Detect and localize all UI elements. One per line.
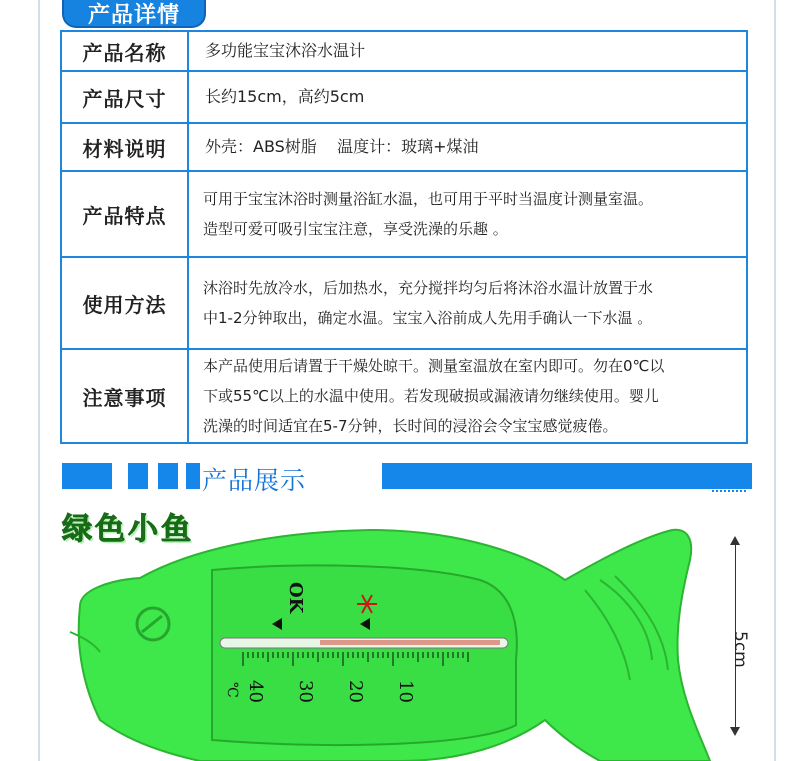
thermometer-liquid bbox=[320, 640, 500, 645]
dimension-label: 5cm bbox=[730, 631, 750, 668]
scale-label: 20 bbox=[345, 680, 366, 703]
row-label: 使用方法 bbox=[61, 257, 188, 349]
header-stripe bbox=[128, 463, 148, 489]
frame-right-border bbox=[774, 0, 776, 761]
text-line: 沐浴时先放冷水，后加热水，充分搅拌均匀后将沐浴水温计放置于水 bbox=[203, 279, 654, 297]
text-line: 中1-2分钟取出，确定水温。宝宝入浴前成人先用手确认一下水温 。 bbox=[203, 309, 653, 327]
table-row bbox=[61, 71, 747, 123]
row-label: 注意事项 bbox=[61, 349, 188, 443]
row-value bbox=[188, 349, 747, 443]
table-row bbox=[61, 171, 747, 257]
scale-label: 40 bbox=[245, 680, 266, 703]
section-title-box bbox=[202, 459, 382, 493]
row-label: 产品特点 bbox=[61, 171, 188, 257]
scale-label: 30 bbox=[295, 680, 316, 703]
ok-label: OK bbox=[285, 582, 306, 614]
unit-label: ℃ bbox=[224, 682, 240, 698]
table-row bbox=[61, 257, 747, 349]
text-line: 本产品使用后请置于干燥处晾干。测量室温放在室内即可。勿在0℃以 bbox=[203, 357, 665, 375]
height-dimension-marker bbox=[726, 536, 766, 736]
table-row bbox=[61, 123, 747, 171]
spec-table bbox=[60, 30, 748, 444]
section-header-showcase bbox=[62, 459, 752, 493]
dotted-divider bbox=[712, 490, 746, 494]
row-label: 材料说明 bbox=[61, 123, 188, 171]
scale-label: 10 bbox=[395, 680, 416, 703]
row-value: 长约15cm，高约5cm bbox=[188, 71, 747, 123]
row-value: 外壳：ABS树脂 温度计：玻璃+煤油 bbox=[188, 123, 747, 171]
header-stripe bbox=[62, 463, 112, 489]
section-title: 产品详情 bbox=[87, 3, 180, 28]
table-row bbox=[61, 349, 747, 443]
row-label: 产品尺寸 bbox=[61, 71, 188, 123]
row-value: 多功能宝宝沐浴水温计 bbox=[188, 31, 747, 71]
text-line: 下或55℃以上的水温中使用。若发现破损或漏液请勿继续使用。婴儿 bbox=[203, 387, 659, 405]
fish-thermometer-image bbox=[40, 520, 774, 761]
header-stripe bbox=[186, 463, 200, 489]
row-label: 产品名称 bbox=[61, 31, 188, 71]
text-line: 洗澡的时间适宜在5-7分钟，长时间的浸浴会令宝宝感觉疲倦。 bbox=[203, 417, 618, 435]
table-row bbox=[61, 31, 747, 71]
row-value bbox=[188, 171, 747, 257]
product-color-title: 绿色小鱼 bbox=[62, 512, 194, 547]
text-line: 造型可爱可吸引宝宝注意，享受洗澡的乐趣 。 bbox=[203, 220, 508, 238]
text-line: 可用于宝宝沐浴时测量浴缸水温，也可用于平时当温度计测量室温。 bbox=[203, 190, 654, 208]
row-value bbox=[188, 257, 747, 349]
section-title: 产品展示 bbox=[202, 466, 307, 495]
header-stripe bbox=[158, 463, 178, 489]
arrow-down-icon bbox=[730, 727, 740, 736]
section-header-details bbox=[62, 0, 206, 28]
header-stripe bbox=[327, 463, 752, 489]
